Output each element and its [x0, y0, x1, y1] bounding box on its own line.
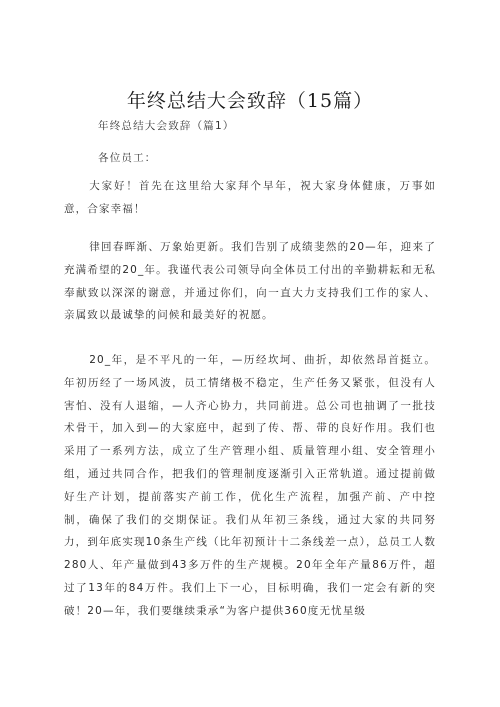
salutation: 各位员工： — [98, 152, 157, 164]
paragraph-thanks: 律回春晖渐、万象始更新。我们告别了成绩斐然的20—年，迎来了充满希望的20_年。我谨代表公司领导向全体员工付出的辛勤耕耘和无私奉献致以深深的谢意，并通过你们，向一直大力支持我们工作的家人、亲属致以最诚挚的问候和最美好的祝愿。 — [64, 241, 436, 322]
paragraph-review: 20_年，是不平凡的一年，—历经坎坷、曲折，却依然昂首挺立。年初历经了一场风波，员工情绪极不稳定，生产任务又紧张，但没有人害怕、没有人退缩，—人齐心协力，共同前进。总公司也抽调了一批技术骨干，加入到—的大家庭中，起到了传、帮、带的良好作用。我们也采用了一系列方法，成立了生产管理小组、质量管理小组、安全管理小组，通过共同合作，把我们的管理制度逐渐引入正常轨道。通过提前做好生产计划，提前落实产前工作，优化生产流程，加强产前、产中控制，确保了我们的交期保证。我们从年初三条线，通过大家的共同努力，到年底实现10条生产线（比年初预计十二条线差一点），总员工人数280人、年产量做到43多万件的生产规模。20年全年产量86万件，超过了13年的84万件。我们上下一心，目标明确，我们一定会有新的突破！20—年，我们要继续秉承“为客户提供360度无忧星级 — [64, 354, 436, 617]
section-heading: 年终总结大会致辞（篇1） — [98, 120, 235, 132]
paragraph-greeting: 大家好！首先在这里给大家拜个早年，祝大家身体健康，万事如意，合家幸福！ — [64, 180, 436, 215]
document-title: 年终总结大会致辞（15篇） — [126, 90, 374, 112]
